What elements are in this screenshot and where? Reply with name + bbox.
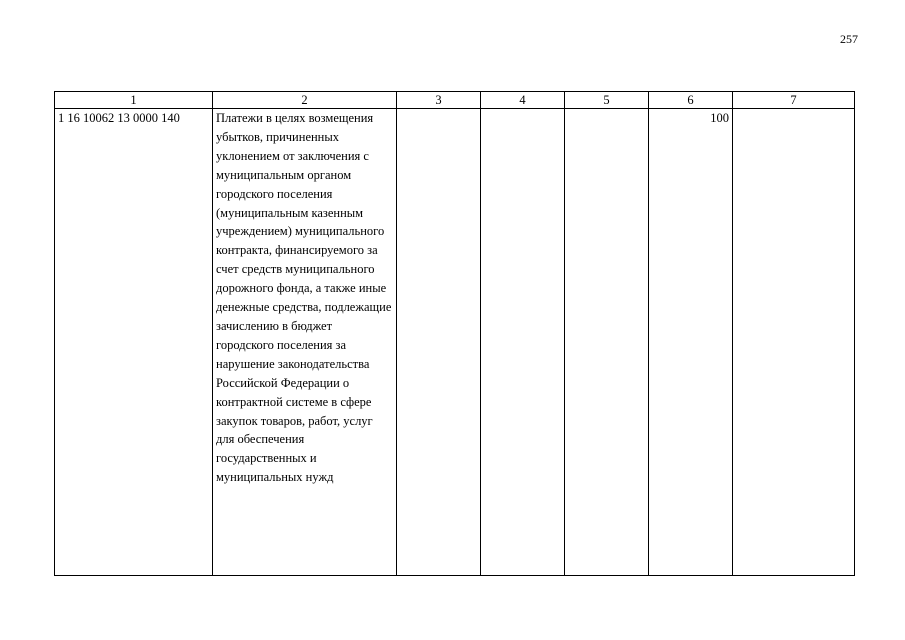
table-row	[55, 109, 855, 576]
column-3-cell	[397, 109, 481, 576]
column-header-1: 1	[55, 92, 213, 109]
page-number: 257	[840, 32, 858, 46]
budget-table	[54, 91, 855, 576]
column-header-2: 2	[213, 92, 397, 109]
column-header-3: 3	[397, 92, 481, 109]
column-header-5: 5	[565, 92, 649, 109]
budget-code-cell: 1 16 10062 13 0000 140	[55, 109, 213, 576]
description-cell: Платежи в целях возмещения убытков, причиненных уклонением от заключения с муниципальным органом городского поселения (муниципальным казенным учреждением) муниципального контракта, финансируемого за счет средств муниципального дорожного фонда, а также иные денежные средства, подлежащие зачислению в бюджет городского поселения за нарушение законодательства Российской Федерации о контрактной системе в сфере закупок товаров, работ, услуг для обеспечения государственных и муниципальных нужд	[213, 109, 397, 576]
column-4-cell	[481, 109, 565, 576]
column-header-6: 6	[649, 92, 733, 109]
column-header-7: 7	[733, 92, 855, 109]
column-header-4: 4	[481, 92, 565, 109]
column-7-cell	[733, 109, 855, 576]
column-6-cell: 100	[649, 109, 733, 576]
column-5-cell	[565, 109, 649, 576]
header-row	[55, 92, 855, 109]
